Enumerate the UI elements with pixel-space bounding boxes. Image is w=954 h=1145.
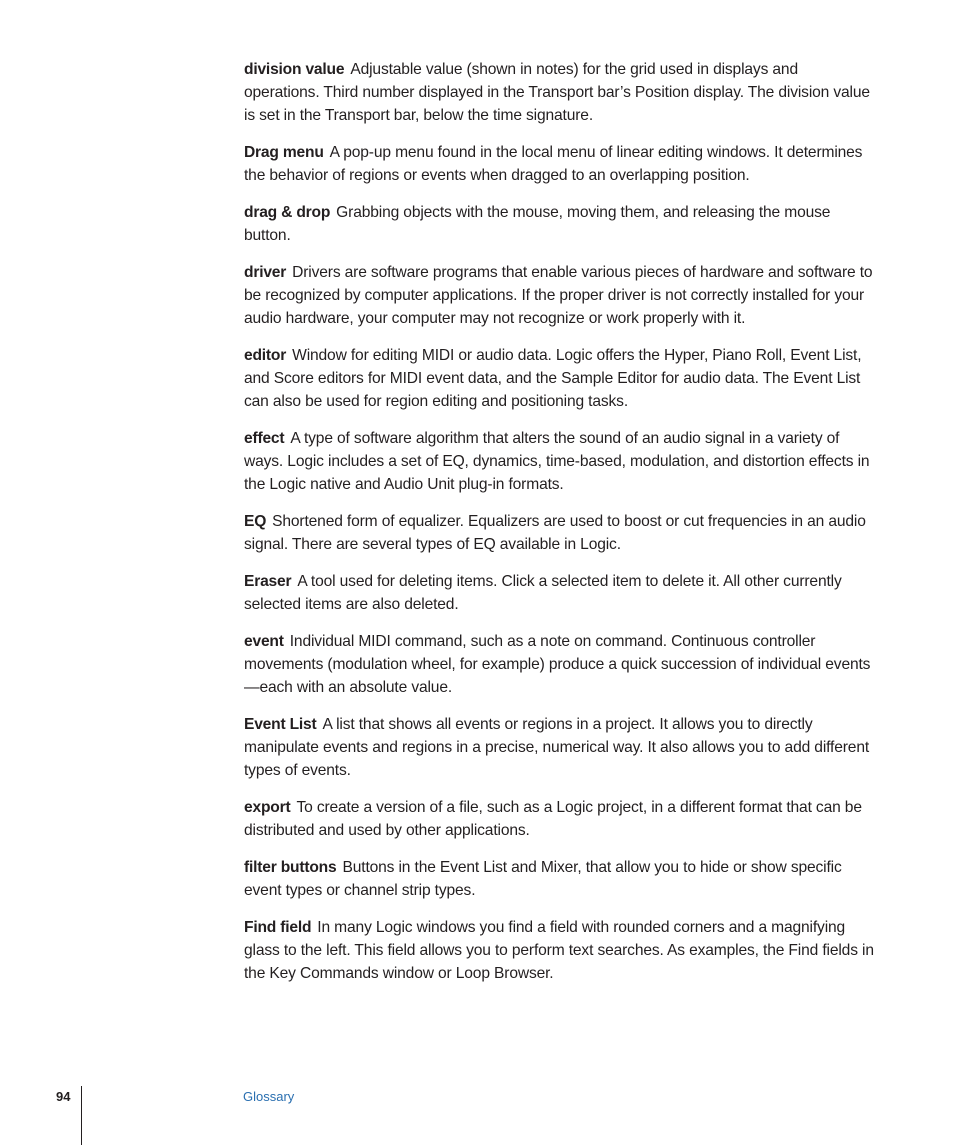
- glossary-list: [244, 58, 874, 999]
- glossary-entry-eq: [244, 510, 874, 556]
- glossary-term: EQ: [244, 513, 267, 530]
- glossary-definition: A tool used for deleting items. Click a selected item to delete it. All other currently selected items are also deleted.: [244, 573, 842, 613]
- glossary-term: event: [244, 633, 284, 650]
- glossary-term: drag & drop: [244, 204, 331, 221]
- glossary-definition: A pop-up menu found in the local menu of linear editing windows. It determines the behavior of regions or events when dragged to an overlapping position.: [244, 144, 863, 184]
- glossary-definition: Adjustable value (shown in notes) for the grid used in displays and operations. Third number displayed in the Transport bar’s Position display. The division value is set in the Transport bar, below the time signature.: [244, 61, 870, 124]
- glossary-term: export: [244, 799, 291, 816]
- glossary-entry-eraser: [244, 570, 874, 616]
- glossary-term: driver: [244, 264, 287, 281]
- glossary-entry-drag-menu: [244, 141, 874, 187]
- glossary-term: Find field: [244, 919, 312, 936]
- glossary-definition: Buttons in the Event List and Mixer, that allow you to hide or show specific event types or channel strip types.: [244, 859, 842, 899]
- glossary-entry-event-list: [244, 713, 874, 782]
- glossary-entry-effect: [244, 427, 874, 496]
- glossary-definition: Grabbing objects with the mouse, moving them, and releasing the mouse button.: [244, 204, 831, 244]
- glossary-definition: Individual MIDI command, such as a note on command. Continuous controller movements (modulation wheel, for example) produce a quick succession of individual events—each with an absolute value.: [244, 633, 871, 696]
- page-number: 94: [56, 1089, 71, 1104]
- glossary-term: division value: [244, 61, 345, 78]
- glossary-definition: Shortened form of equalizer. Equalizers are used to boost or cut frequencies in an audio signal. There are several types of EQ available in Logic.: [244, 513, 866, 553]
- glossary-definition: In many Logic windows you find a field with rounded corners and a magnifying glass to the left. This field allows you to perform text searches. As examples, the Find fields in the Key Commands window or Loop Browser.: [244, 919, 874, 982]
- footer-section-link[interactable]: Glossary: [243, 1089, 295, 1104]
- glossary-entry-drag-and-drop: [244, 201, 874, 247]
- glossary-entry-event: [244, 630, 874, 699]
- glossary-definition: Drivers are software programs that enable various pieces of hardware and software to be recognized by computer applications. If the proper driver is not correctly installed for your audio hardware, your computer may not recognize or work properly with it.: [244, 264, 873, 327]
- glossary-term: editor: [244, 347, 287, 364]
- glossary-term: Eraser: [244, 573, 292, 590]
- glossary-entry-driver: [244, 261, 874, 330]
- glossary-definition: To create a version of a file, such as a Logic project, in a different format that can be distributed and used by other applications.: [244, 799, 862, 839]
- glossary-definition: Window for editing MIDI or audio data. Logic offers the Hyper, Piano Roll, Event List, and Score editors for MIDI event data, and the Sample Editor for audio data. The Event List can also be used for region editing and positioning tasks.: [244, 347, 862, 410]
- glossary-entry-export: [244, 796, 874, 842]
- glossary-entry-editor: [244, 344, 874, 413]
- glossary-term: filter buttons: [244, 859, 337, 876]
- glossary-term: Drag menu: [244, 144, 324, 161]
- glossary-entry-filter-buttons: [244, 856, 874, 902]
- glossary-definition: A type of software algorithm that alters the sound of an audio signal in a variety of ways. Logic includes a set of EQ, dynamics, time-based, modulation, and distortion effects in the Logic native and Audio Unit plug-in formats.: [244, 430, 870, 493]
- glossary-term: effect: [244, 430, 285, 447]
- glossary-definition: A list that shows all events or regions in a project. It allows you to directly manipulate events and regions in a precise, numerical way. It also allows you to add different types of events.: [244, 716, 870, 779]
- footer-divider: [81, 1086, 82, 1145]
- glossary-entry-division-value: [244, 58, 874, 127]
- glossary-entry-find-field: [244, 916, 874, 985]
- glossary-term: Event List: [244, 716, 317, 733]
